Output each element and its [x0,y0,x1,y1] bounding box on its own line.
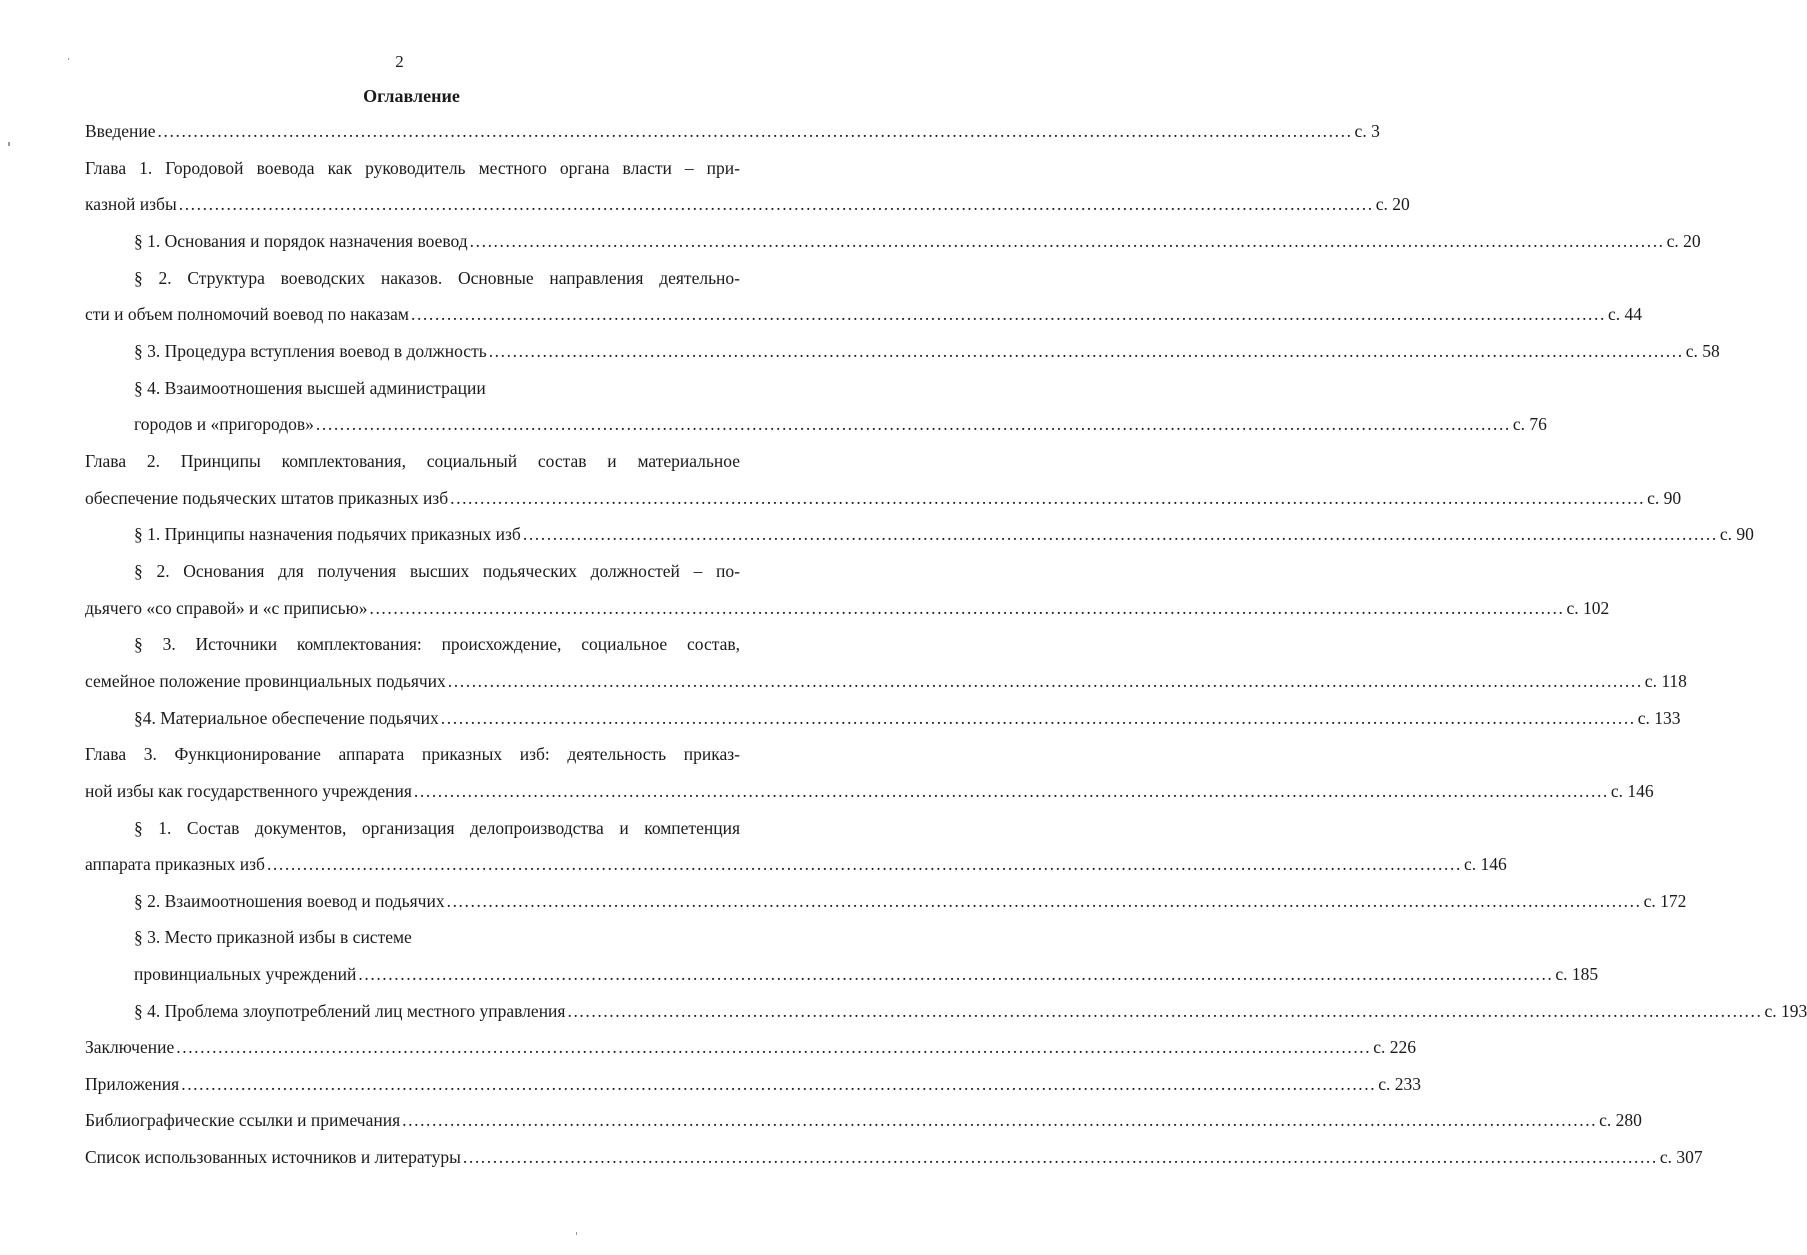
scan-mark [68,58,69,60]
toc-entry-ch1-s4[interactable]: § 4. Взаимоотношения высшей администрации [134,378,486,398]
toc-entry-chapter-1-cont[interactable]: казной избы ........................................................................................................................................................................................................ с. 20 [85,194,1410,214]
toc-entry-chapter-3[interactable]: Глава 3. Функционирование аппарата приказных изб: деятельность приказ- [85,744,740,764]
toc-entry-ch1-s2[interactable]: § 2. Структура воеводских наказов. Основные направления деятельно- [134,268,740,288]
toc-entry-conclusion[interactable]: Заключение ........................................................................................................................................................................................................ с. 226 [85,1037,1417,1057]
toc-entry-ch1-s4-cont[interactable]: городов и «пригородов» ........................................................................................................................................................................................................ с. 76 [134,414,1547,434]
toc-entry-chapter-2[interactable]: Глава 2. Принципы комплектования, социальный состав и материальное [85,451,740,471]
toc-entry-ch3-s2[interactable]: § 2. Взаимоотношения воевод и подьячих ........................................................................................................................................................................................................ с. 172 [134,891,1687,911]
toc-entry-chapter-2-cont[interactable]: обеспечение подьяческих штатов приказных изб ........................................................................................................................................................................................................ с. 90 [85,488,1682,508]
toc-entry-ch2-s2[interactable]: § 2. Основания для получения высших подьяческих должностей – по- [134,561,740,581]
toc-title: Оглавление [363,86,460,106]
toc-entry-chapter-3-cont[interactable]: ной избы как государственного учреждения ........................................................................................................................................................................................................ с. 146 [85,781,1654,801]
toc-entry-ch3-s3[interactable]: § 3. Место приказной избы в системе [134,927,412,947]
toc-entry-ch2-s4[interactable]: §4. Материальное обеспечение подьячих ........................................................................................................................................................................................................ с. 133 [134,708,1681,728]
scan-mark [8,142,10,146]
toc-entry-ch3-s1-cont[interactable]: аппарата приказных изб ........................................................................................................................................................................................................ с. 146 [85,854,1507,874]
toc-entry-references[interactable]: Библиографические ссылки и примечания ........................................................................................................................................................................................................ с. 280 [85,1110,1642,1130]
toc-entry-introduction[interactable]: Введение ........................................................................................................................................................................................................ с. 3 [85,121,1380,141]
scan-mark [576,1232,577,1235]
toc-entry-chapter-1[interactable]: Глава 1. Городовой воевода как руководитель местного органа власти – при- [85,158,740,178]
toc-entry-ch2-s1[interactable]: § 1. Принципы назначения подьячих приказных изб ........................................................................................................................................................................................................ с. 90 [134,524,1754,544]
toc-entry-ch1-s1[interactable]: § 1. Основания и порядок назначения воевод ........................................................................................................................................................................................................ с. 20 [134,231,1701,251]
toc-entry-ch2-s3-cont[interactable]: семейное положение провинциальных подьячих ........................................................................................................................................................................................................ с. 118 [85,671,1687,691]
toc-entry-ch3-s4[interactable]: § 4. Проблема злоупотреблений лиц местного управления ........................................................................................................................................................................................................ с. 193 [134,1001,1807,1021]
toc-entry-ch2-s2-cont[interactable]: дьячего «со справой» и «с приписью» ........................................................................................................................................................................................................ с. 102 [85,598,1610,618]
toc-entry-ch3-s3-cont[interactable]: провинциальных учреждений ........................................................................................................................................................................................................ с. 185 [134,964,1599,984]
toc-entry-ch1-s2-cont[interactable]: сти и объем полномочий воевод по наказам ........................................................................................................................................................................................................ с. 44 [85,304,1643,324]
toc-entry-ch3-s1[interactable]: § 1. Состав документов, организация делопроизводства и компетенция [134,818,740,838]
toc-entry-sources[interactable]: Список использованных источников и литературы ........................................................................................................................................................................................................ с. 307 [85,1147,1703,1167]
page-number: 2 [395,52,404,71]
toc-entry-ch2-s3[interactable]: § 3. Источники комплектования: происхождение, социальное состав, [134,634,740,654]
toc-entry-ch1-s3[interactable]: § 3. Процедура вступления воевод в должность ........................................................................................................................................................................................................ с. 58 [134,341,1720,361]
toc-entry-appendices[interactable]: Приложения ........................................................................................................................................................................................................ с. 233 [85,1074,1421,1094]
